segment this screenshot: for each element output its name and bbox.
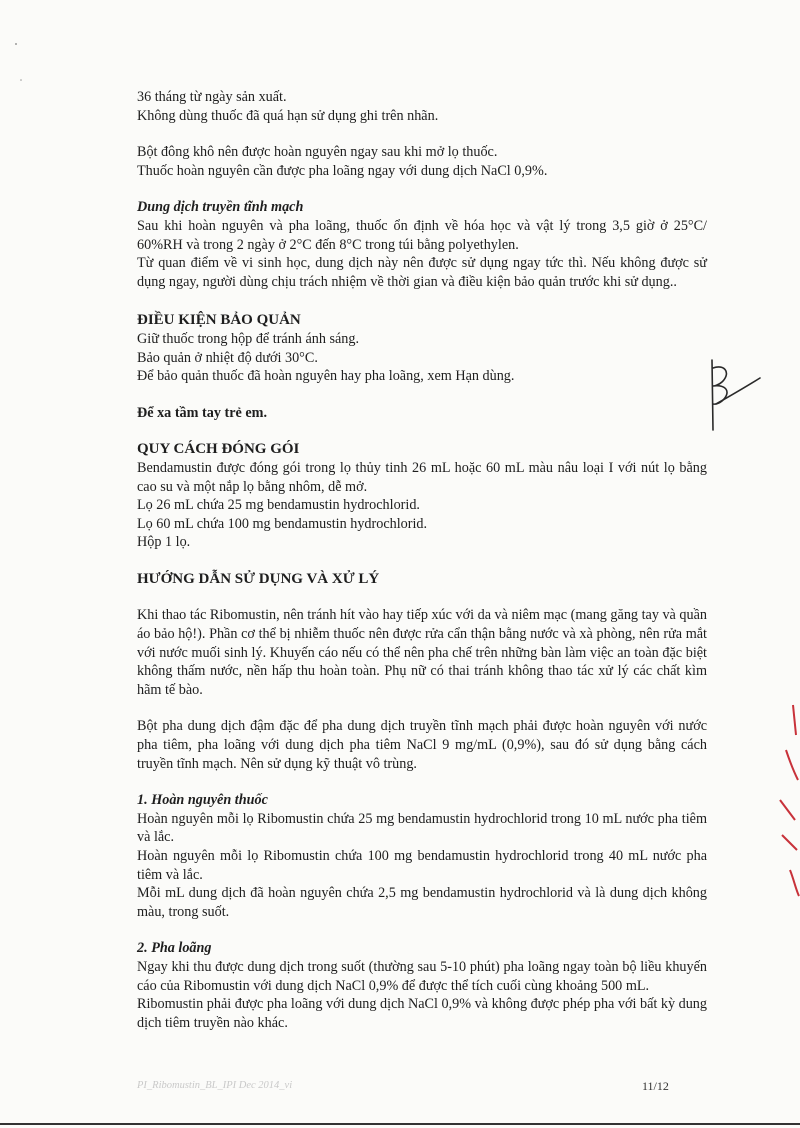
scan-specks <box>15 43 22 81</box>
storage-line-3: Để bảo quản thuốc đã hoàn nguyên hay pha loãng, xem Hạn dùng. <box>137 368 515 385</box>
iv-solution-heading: Dung dịch truyền tĩnh mạch <box>137 199 304 216</box>
reconstitution-para-2: Hoàn nguyên mỗi lọ Ribomustin chứa 100 mg bendamustin hydrochlorid trong 40 mL nước pha tiêm và lắc. <box>137 848 707 883</box>
footer-document-id: PI_Ribomustin_BL_IPI Dec 2014_vi <box>137 1080 293 1091</box>
iv-solution-para-1: Sau khi hoàn nguyên và pha loãng, thuốc ổn định về hóa học và vật lý trong 3,5 giờ ở 25°C/ 60%RH và trong 2 ngày ở 2°C đến 8°C trong túi bằng polyethylen. <box>137 217 707 253</box>
storage-heading: ĐIỀU KIỆN BẢO QUẢN <box>137 312 301 329</box>
shelf-life-line-2: Không dùng thuốc đã quá hạn sử dụng ghi trên nhãn. <box>137 107 439 124</box>
shelf-life-line-3: Bột đông khô nên được hoàn nguyên ngay sau khi mở lọ thuốc. <box>137 144 498 161</box>
packaging-heading: QUY CÁCH ĐÓNG GÓI <box>137 441 300 458</box>
reconstitution-para-1: Hoàn nguyên mỗi lọ Ribomustin chứa 25 mg bendamustin hydrochlorid trong 10 mL nước pha tiêm và lắc. <box>137 810 707 846</box>
instructions-heading: HƯỚNG DẪN SỬ DỤNG VÀ XỬ LÝ <box>137 570 380 587</box>
dilution-para-2: Ribomustin phải được pha loãng với dung dịch NaCl 0,9% và không được phép pha với bất kỳ dung dịch tiêm truyền nào khác. <box>137 996 707 1031</box>
packaging-line-1: Lọ 26 mL chứa 25 mg bendamustin hydrochlorid. <box>137 497 420 514</box>
iv-solution-para-2: Từ quan điểm về vi sinh học, dung dịch này nên được sử dụng ngay tức thì. Nếu không được sử dụng ngay, người dùng chịu trách nhiệm về thời gian và điều kiện bảo quản trước khi sử dụng.. <box>137 255 707 290</box>
dilution-heading: 2. Pha loãng <box>137 940 212 957</box>
storage-line-2: Bảo quản ở nhiệt độ dưới 30°C. <box>137 349 318 366</box>
packaging-para: Bendamustin được đóng gói trong lọ thủy tinh 26 mL hoặc 60 mL màu nâu loại I với nút lọ bằng cao su và một nắp lọ bằng nhôm, dễ mở. <box>137 459 707 495</box>
instructions-para-2: Bột pha dung dịch đậm đặc để pha dung dịch truyền tĩnh mạch phải được hoàn nguyên với nước pha tiêm, pha loãng với dung dịch pha tiêm NaCl 9 mg/mL (0,9%), sau đó sử dụng bằng cách truyền tĩnh mạch. Nên sử dụng kỹ thuật vô trùng. <box>137 718 707 772</box>
dilution-para-1: Ngay khi thu được dung dịch trong suốt (thường sau 5-10 phút) pha loãng ngay toàn bộ liều khuyến cáo của Ribomustin với dung dịch NaCl 0,9% để được thể tích cuối cùng khoảng 500 mL. <box>137 958 707 994</box>
storage-line-1: Giữ thuốc trong hộp để tránh ánh sáng. <box>137 330 360 347</box>
handwritten-initials-mark <box>712 360 760 430</box>
shelf-life-line-4: Thuốc hoàn nguyên cần được pha loãng ngay với dung dịch NaCl 0,9%. <box>137 162 548 179</box>
shelf-life-line-1: 36 tháng từ ngày sản xuất. <box>137 89 287 105</box>
footer-page-number: 11/12 <box>642 1079 669 1093</box>
reconstitution-para-3: Mỗi mL dung dịch đã hoàn nguyên chứa 2,5 mg bendamustin hydrochlorid và là dung dịch không màu, trong suốt. <box>137 885 707 920</box>
packaging-line-3: Hộp 1 lọ. <box>137 534 191 551</box>
instructions-para-1: Khi thao tác Ribomustin, nên tránh hít vào hay tiếp xúc với da và niêm mạc (mang găng tay và quần áo bảo hộ!). Phần cơ thể bị nhiễm thuốc nên được rửa cẩn thận bằng nước và xà phòng, nên rửa mắt với nước muối sinh lý. Khuyến cáo nếu có thể nên pha chế trên những bàn làm việc an toàn đặc biệt không thấm nước, nền hấp thu hoàn toàn. Phụ nữ có thai tránh không thao tác xử lý các chất kìm hãm tế bào. <box>137 607 707 698</box>
packaging-line-2: Lọ 60 mL chứa 100 mg bendamustin hydrochlorid. <box>137 515 428 532</box>
children-warning: Để xa tầm tay trẻ em. <box>137 404 267 421</box>
reconstitution-heading: 1. Hoàn nguyên thuốc <box>137 792 268 809</box>
red-stamp-fragment <box>780 705 799 896</box>
